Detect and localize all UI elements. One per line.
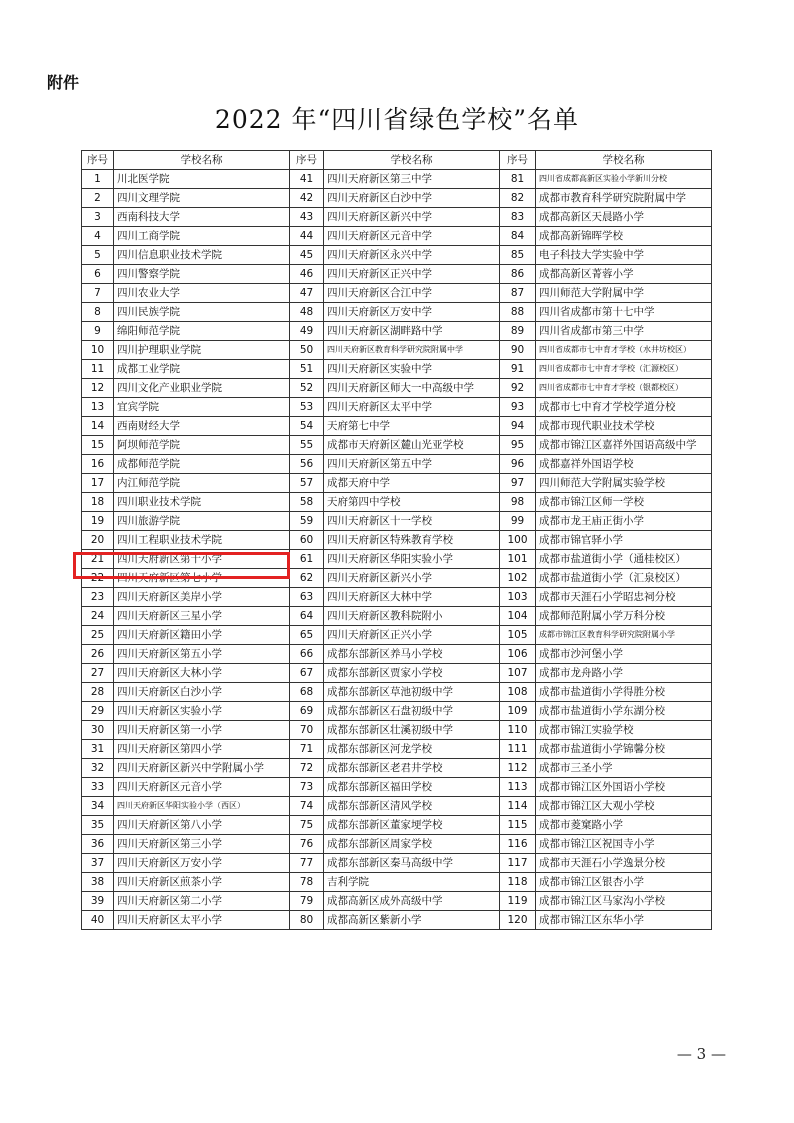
school-number: 98 [500,493,536,512]
school-name: 四川天府新区师大一中高级中学 [324,379,500,398]
school-name: 成都市锦江区嘉祥外国语高级中学 [536,436,712,455]
school-number: 23 [82,588,114,607]
school-number: 94 [500,417,536,436]
school-name: 西南财经大学 [114,417,290,436]
school-number: 8 [82,303,114,322]
school-name: 内江师范学院 [114,474,290,493]
school-name: 四川旅游学院 [114,512,290,531]
table-row [82,645,712,664]
table-row [82,854,712,873]
school-name: 四川天府新区元音中学 [324,227,500,246]
school-number: 63 [290,588,324,607]
school-number: 28 [82,683,114,702]
school-number: 33 [82,778,114,797]
school-number: 75 [290,816,324,835]
table-row [82,531,712,550]
school-number: 69 [290,702,324,721]
header-number-1: 序号 [82,151,114,170]
school-number: 21 [82,550,114,569]
table-row [82,474,712,493]
school-number: 12 [82,379,114,398]
school-number: 35 [82,816,114,835]
school-number: 25 [82,626,114,645]
school-number: 18 [82,493,114,512]
school-number: 102 [500,569,536,588]
school-number: 120 [500,911,536,930]
school-name: 成都市盐道街小学东湖分校 [536,702,712,721]
school-number: 36 [82,835,114,854]
school-number: 27 [82,664,114,683]
school-number: 2 [82,189,114,208]
school-number: 29 [82,702,114,721]
school-name: 四川天府新区三星小学 [114,607,290,626]
school-name: 成都东部新区秦马高级中学 [324,854,500,873]
school-name: 四川天府新区煎茶小学 [114,873,290,892]
school-number: 30 [82,721,114,740]
table-row [82,683,712,702]
school-number: 107 [500,664,536,683]
school-name: 四川天府新区正兴中学 [324,265,500,284]
school-name: 成都高新区天晨路小学 [536,208,712,227]
school-number: 119 [500,892,536,911]
school-name: 成都市天涯石小学逸景分校 [536,854,712,873]
school-name: 四川工商学院 [114,227,290,246]
school-number: 68 [290,683,324,702]
table-row [82,664,712,683]
school-number: 39 [82,892,114,911]
school-number: 19 [82,512,114,531]
school-name: 四川信息职业技术学院 [114,246,290,265]
school-number: 91 [500,360,536,379]
school-number: 85 [500,246,536,265]
school-name: 成都市锦官驿小学 [536,531,712,550]
school-number: 117 [500,854,536,873]
header-name-1: 学校名称 [114,151,290,170]
school-name: 成都市盐道街小学得胜分校 [536,683,712,702]
school-number: 82 [500,189,536,208]
school-name: 成都东部新区石盘初级中学 [324,702,500,721]
table-row [82,170,712,189]
school-name: 成都东部新区清风学校 [324,797,500,816]
attachment-label: 附件 [47,73,80,92]
school-name: 成都市盐道街小学（通桂校区） [536,550,712,569]
school-name: 四川天府新区教育科学研究院附属中学 [324,341,500,360]
school-name: 四川警察学院 [114,265,290,284]
school-name: 四川天府新区新兴小学 [324,569,500,588]
school-number: 45 [290,246,324,265]
school-name: 四川天府新区实验小学 [114,702,290,721]
school-number: 71 [290,740,324,759]
table-row [82,360,712,379]
school-number: 116 [500,835,536,854]
school-name: 成都市教育科学研究院附属中学 [536,189,712,208]
school-number: 84 [500,227,536,246]
header-number-3: 序号 [500,151,536,170]
school-number: 90 [500,341,536,360]
school-number: 10 [82,341,114,360]
table-row [82,873,712,892]
school-name: 四川师范大学附属中学 [536,284,712,303]
school-number: 70 [290,721,324,740]
school-number: 81 [500,170,536,189]
school-number: 88 [500,303,536,322]
school-name: 四川天府新区第五小学 [114,645,290,664]
highlight-box [73,552,290,579]
table-row [82,284,712,303]
school-number: 100 [500,531,536,550]
school-number: 26 [82,645,114,664]
school-name: 四川农业大学 [114,284,290,303]
school-name: 成都市龙王庙正街小学 [536,512,712,531]
school-number: 115 [500,816,536,835]
table-row [82,892,712,911]
table-row [82,607,712,626]
table-row [82,322,712,341]
school-name: 四川天府新区华阳实验小学（西区） [114,797,290,816]
school-number: 15 [82,436,114,455]
school-name: 成都东部新区草池初级中学 [324,683,500,702]
school-name: 天府第四中学校 [324,493,500,512]
school-number: 118 [500,873,536,892]
school-name: 四川天府新区合江中学 [324,284,500,303]
school-number: 17 [82,474,114,493]
school-name: 四川天府新区十一学校 [324,512,500,531]
school-number: 64 [290,607,324,626]
school-number: 109 [500,702,536,721]
school-name: 成都市天涯石小学昭忠祠分校 [536,588,712,607]
school-number: 66 [290,645,324,664]
school-number: 20 [82,531,114,550]
school-name: 四川天府新区第一小学 [114,721,290,740]
school-number: 97 [500,474,536,493]
school-number: 80 [290,911,324,930]
school-number: 101 [500,550,536,569]
school-name: 四川天府新区新兴中学 [324,208,500,227]
school-name: 成都东部新区贾家小学校 [324,664,500,683]
school-name: 宜宾学院 [114,398,290,417]
document-title: 2022 年“四川省绿色学校”名单 [214,105,580,134]
school-name: 成都市盐道街小学锦馨分校 [536,740,712,759]
table-row [82,493,712,512]
school-name: 四川民族学院 [114,303,290,322]
school-name: 成都市七中育才学校学道分校 [536,398,712,417]
table-row [82,189,712,208]
school-name: 四川天府新区第十小学 [114,550,290,569]
school-name: 四川天府新区万安中学 [324,303,500,322]
school-number: 50 [290,341,324,360]
school-number: 34 [82,797,114,816]
school-name: 川北医学院 [114,170,290,189]
school-number: 74 [290,797,324,816]
table-row [82,303,712,322]
school-number: 5 [82,246,114,265]
school-number: 87 [500,284,536,303]
school-number: 57 [290,474,324,493]
school-name: 成都市锦江区外国语小学校 [536,778,712,797]
school-number: 108 [500,683,536,702]
school-name: 成都工业学院 [114,360,290,379]
school-number: 54 [290,417,324,436]
school-name: 成都市锦江区祝国寺小学 [536,835,712,854]
school-number: 73 [290,778,324,797]
school-name: 成都市菱窠路小学 [536,816,712,835]
school-number: 60 [290,531,324,550]
table-row [82,778,712,797]
school-number: 55 [290,436,324,455]
table-row [82,797,712,816]
school-name: 成都天府中学 [324,474,500,493]
table-row [82,341,712,360]
school-name: 成都市天府新区麓山光亚学校 [324,436,500,455]
school-number: 59 [290,512,324,531]
school-number: 37 [82,854,114,873]
school-name: 阿坝师范学院 [114,436,290,455]
school-name: 成都东部新区老君井学校 [324,759,500,778]
school-name: 四川天府新区华阳实验小学 [324,550,500,569]
school-name: 四川省成都市第十七中学 [536,303,712,322]
school-number: 65 [290,626,324,645]
header-number-2: 序号 [290,151,324,170]
school-number: 79 [290,892,324,911]
school-number: 56 [290,455,324,474]
school-number: 89 [500,322,536,341]
school-number: 96 [500,455,536,474]
school-name: 成都高新区菁蓉小学 [536,265,712,284]
header-name-3: 学校名称 [536,151,712,170]
school-name: 四川天府新区湖畔路中学 [324,322,500,341]
table-row [82,455,712,474]
school-name: 成都市锦江区东华小学 [536,911,712,930]
school-name: 四川省成都市第三中学 [536,322,712,341]
table-row [82,208,712,227]
school-number: 43 [290,208,324,227]
table-row [82,227,712,246]
school-number: 51 [290,360,324,379]
table-row [82,702,712,721]
table-row [82,759,712,778]
page-number: — 3 — [676,1045,726,1063]
school-name: 四川天府新区大林小学 [114,664,290,683]
table-row [82,721,712,740]
school-name: 成都高新区成外高级中学 [324,892,500,911]
school-name: 成都东部新区董家埂学校 [324,816,500,835]
school-name: 成都东部新区养马小学校 [324,645,500,664]
school-number: 11 [82,360,114,379]
school-number: 32 [82,759,114,778]
school-name: 成都市锦江区师一学校 [536,493,712,512]
school-name: 成都师范学院 [114,455,290,474]
school-number: 105 [500,626,536,645]
school-name: 成都市锦江区教育科学研究院附属小学 [536,626,712,645]
school-name: 四川工程职业技术学院 [114,531,290,550]
school-number: 3 [82,208,114,227]
school-name: 电子科技大学实验中学 [536,246,712,265]
school-name: 四川天府新区教科院附小 [324,607,500,626]
school-name: 成都市锦江区大观小学校 [536,797,712,816]
table-row [82,417,712,436]
school-name: 成都嘉祥外国语学校 [536,455,712,474]
school-number: 41 [290,170,324,189]
school-name: 四川天府新区白沙小学 [114,683,290,702]
school-name: 四川天府新区籍田小学 [114,626,290,645]
table-row [82,588,712,607]
school-name: 四川天府新区太平中学 [324,398,500,417]
school-name: 四川天府新区第五中学 [324,455,500,474]
school-number: 40 [82,911,114,930]
school-name: 成都市龙舟路小学 [536,664,712,683]
school-number: 111 [500,740,536,759]
table-row [82,246,712,265]
school-list-table [81,150,712,930]
school-number: 7 [82,284,114,303]
school-name: 四川省成都高新区实验小学新川分校 [536,170,712,189]
school-name: 四川天府新区第八小学 [114,816,290,835]
school-name: 吉利学院 [324,873,500,892]
school-number: 61 [290,550,324,569]
table-row [82,379,712,398]
school-name: 成都高新锦晖学校 [536,227,712,246]
school-name: 成都东部新区河龙学校 [324,740,500,759]
school-name: 四川天府新区太平小学 [114,911,290,930]
school-name: 天府第七中学 [324,417,500,436]
school-name: 四川师范大学附属实验学校 [536,474,712,493]
school-name: 成都市锦江实验学校 [536,721,712,740]
school-number: 47 [290,284,324,303]
school-name: 成都市锦江区银杏小学 [536,873,712,892]
school-name: 四川护理职业学院 [114,341,290,360]
school-number: 53 [290,398,324,417]
school-number: 42 [290,189,324,208]
school-name: 四川天府新区正兴小学 [324,626,500,645]
school-number: 67 [290,664,324,683]
school-number: 14 [82,417,114,436]
school-name: 成都市现代职业技术学校 [536,417,712,436]
school-name: 西南科技大学 [114,208,290,227]
school-name: 四川天府新区第三中学 [324,170,500,189]
school-number: 48 [290,303,324,322]
school-name: 四川天府新区第四小学 [114,740,290,759]
school-number: 83 [500,208,536,227]
table-row [82,398,712,417]
school-number: 38 [82,873,114,892]
school-name: 四川职业技术学院 [114,493,290,512]
school-name: 成都市锦江区马家沟小学校 [536,892,712,911]
school-name: 成都东部新区周家学校 [324,835,500,854]
school-name: 四川天府新区第二小学 [114,892,290,911]
school-name: 四川天府新区第七小学 [114,569,290,588]
table-row [82,436,712,455]
school-name: 成都市盐道街小学（汇泉校区） [536,569,712,588]
school-number: 22 [82,569,114,588]
school-name: 四川省成都市七中育才学校（汇源校区） [536,360,712,379]
school-number: 62 [290,569,324,588]
school-number: 13 [82,398,114,417]
school-number: 49 [290,322,324,341]
school-name: 四川天府新区美岸小学 [114,588,290,607]
school-number: 6 [82,265,114,284]
school-name: 四川天府新区新兴中学附属小学 [114,759,290,778]
school-number: 9 [82,322,114,341]
school-name: 四川天府新区实验中学 [324,360,500,379]
school-name: 成都东部新区福田学校 [324,778,500,797]
table-row [82,816,712,835]
school-number: 104 [500,607,536,626]
school-name: 四川天府新区特殊教育学校 [324,531,500,550]
school-name: 四川文化产业职业学院 [114,379,290,398]
school-number: 58 [290,493,324,512]
table-row [82,626,712,645]
school-number: 78 [290,873,324,892]
school-number: 99 [500,512,536,531]
school-name: 绵阳师范学院 [114,322,290,341]
school-number: 110 [500,721,536,740]
school-name: 成都市三圣小学 [536,759,712,778]
school-name: 四川省成都市七中育才学校（水井坊校区） [536,341,712,360]
school-number: 106 [500,645,536,664]
school-name: 成都高新区紫新小学 [324,911,500,930]
school-number: 77 [290,854,324,873]
school-number: 52 [290,379,324,398]
school-number: 46 [290,265,324,284]
school-name: 四川天府新区元音小学 [114,778,290,797]
school-number: 86 [500,265,536,284]
school-name: 四川省成都市七中育才学校（银都校区） [536,379,712,398]
school-number: 31 [82,740,114,759]
school-number: 44 [290,227,324,246]
school-number: 112 [500,759,536,778]
school-name: 四川天府新区永兴中学 [324,246,500,265]
table-row [82,512,712,531]
school-number: 95 [500,436,536,455]
table-row [82,911,712,930]
table-header-row [82,151,712,170]
table-row [82,265,712,284]
school-number: 24 [82,607,114,626]
school-number: 4 [82,227,114,246]
school-name: 四川天府新区第三小学 [114,835,290,854]
table-row [82,835,712,854]
table-row [82,740,712,759]
header-name-2: 学校名称 [324,151,500,170]
school-number: 113 [500,778,536,797]
school-name: 成都师范附属小学万科分校 [536,607,712,626]
school-name: 四川天府新区大林中学 [324,588,500,607]
school-number: 103 [500,588,536,607]
school-number: 93 [500,398,536,417]
school-number: 72 [290,759,324,778]
school-name: 成都东部新区壮溪初级中学 [324,721,500,740]
school-number: 114 [500,797,536,816]
school-name: 成都市沙河堡小学 [536,645,712,664]
school-name: 四川天府新区白沙中学 [324,189,500,208]
school-number: 76 [290,835,324,854]
school-name: 四川文理学院 [114,189,290,208]
school-name: 四川天府新区万安小学 [114,854,290,873]
school-number: 1 [82,170,114,189]
school-number: 92 [500,379,536,398]
school-number: 16 [82,455,114,474]
